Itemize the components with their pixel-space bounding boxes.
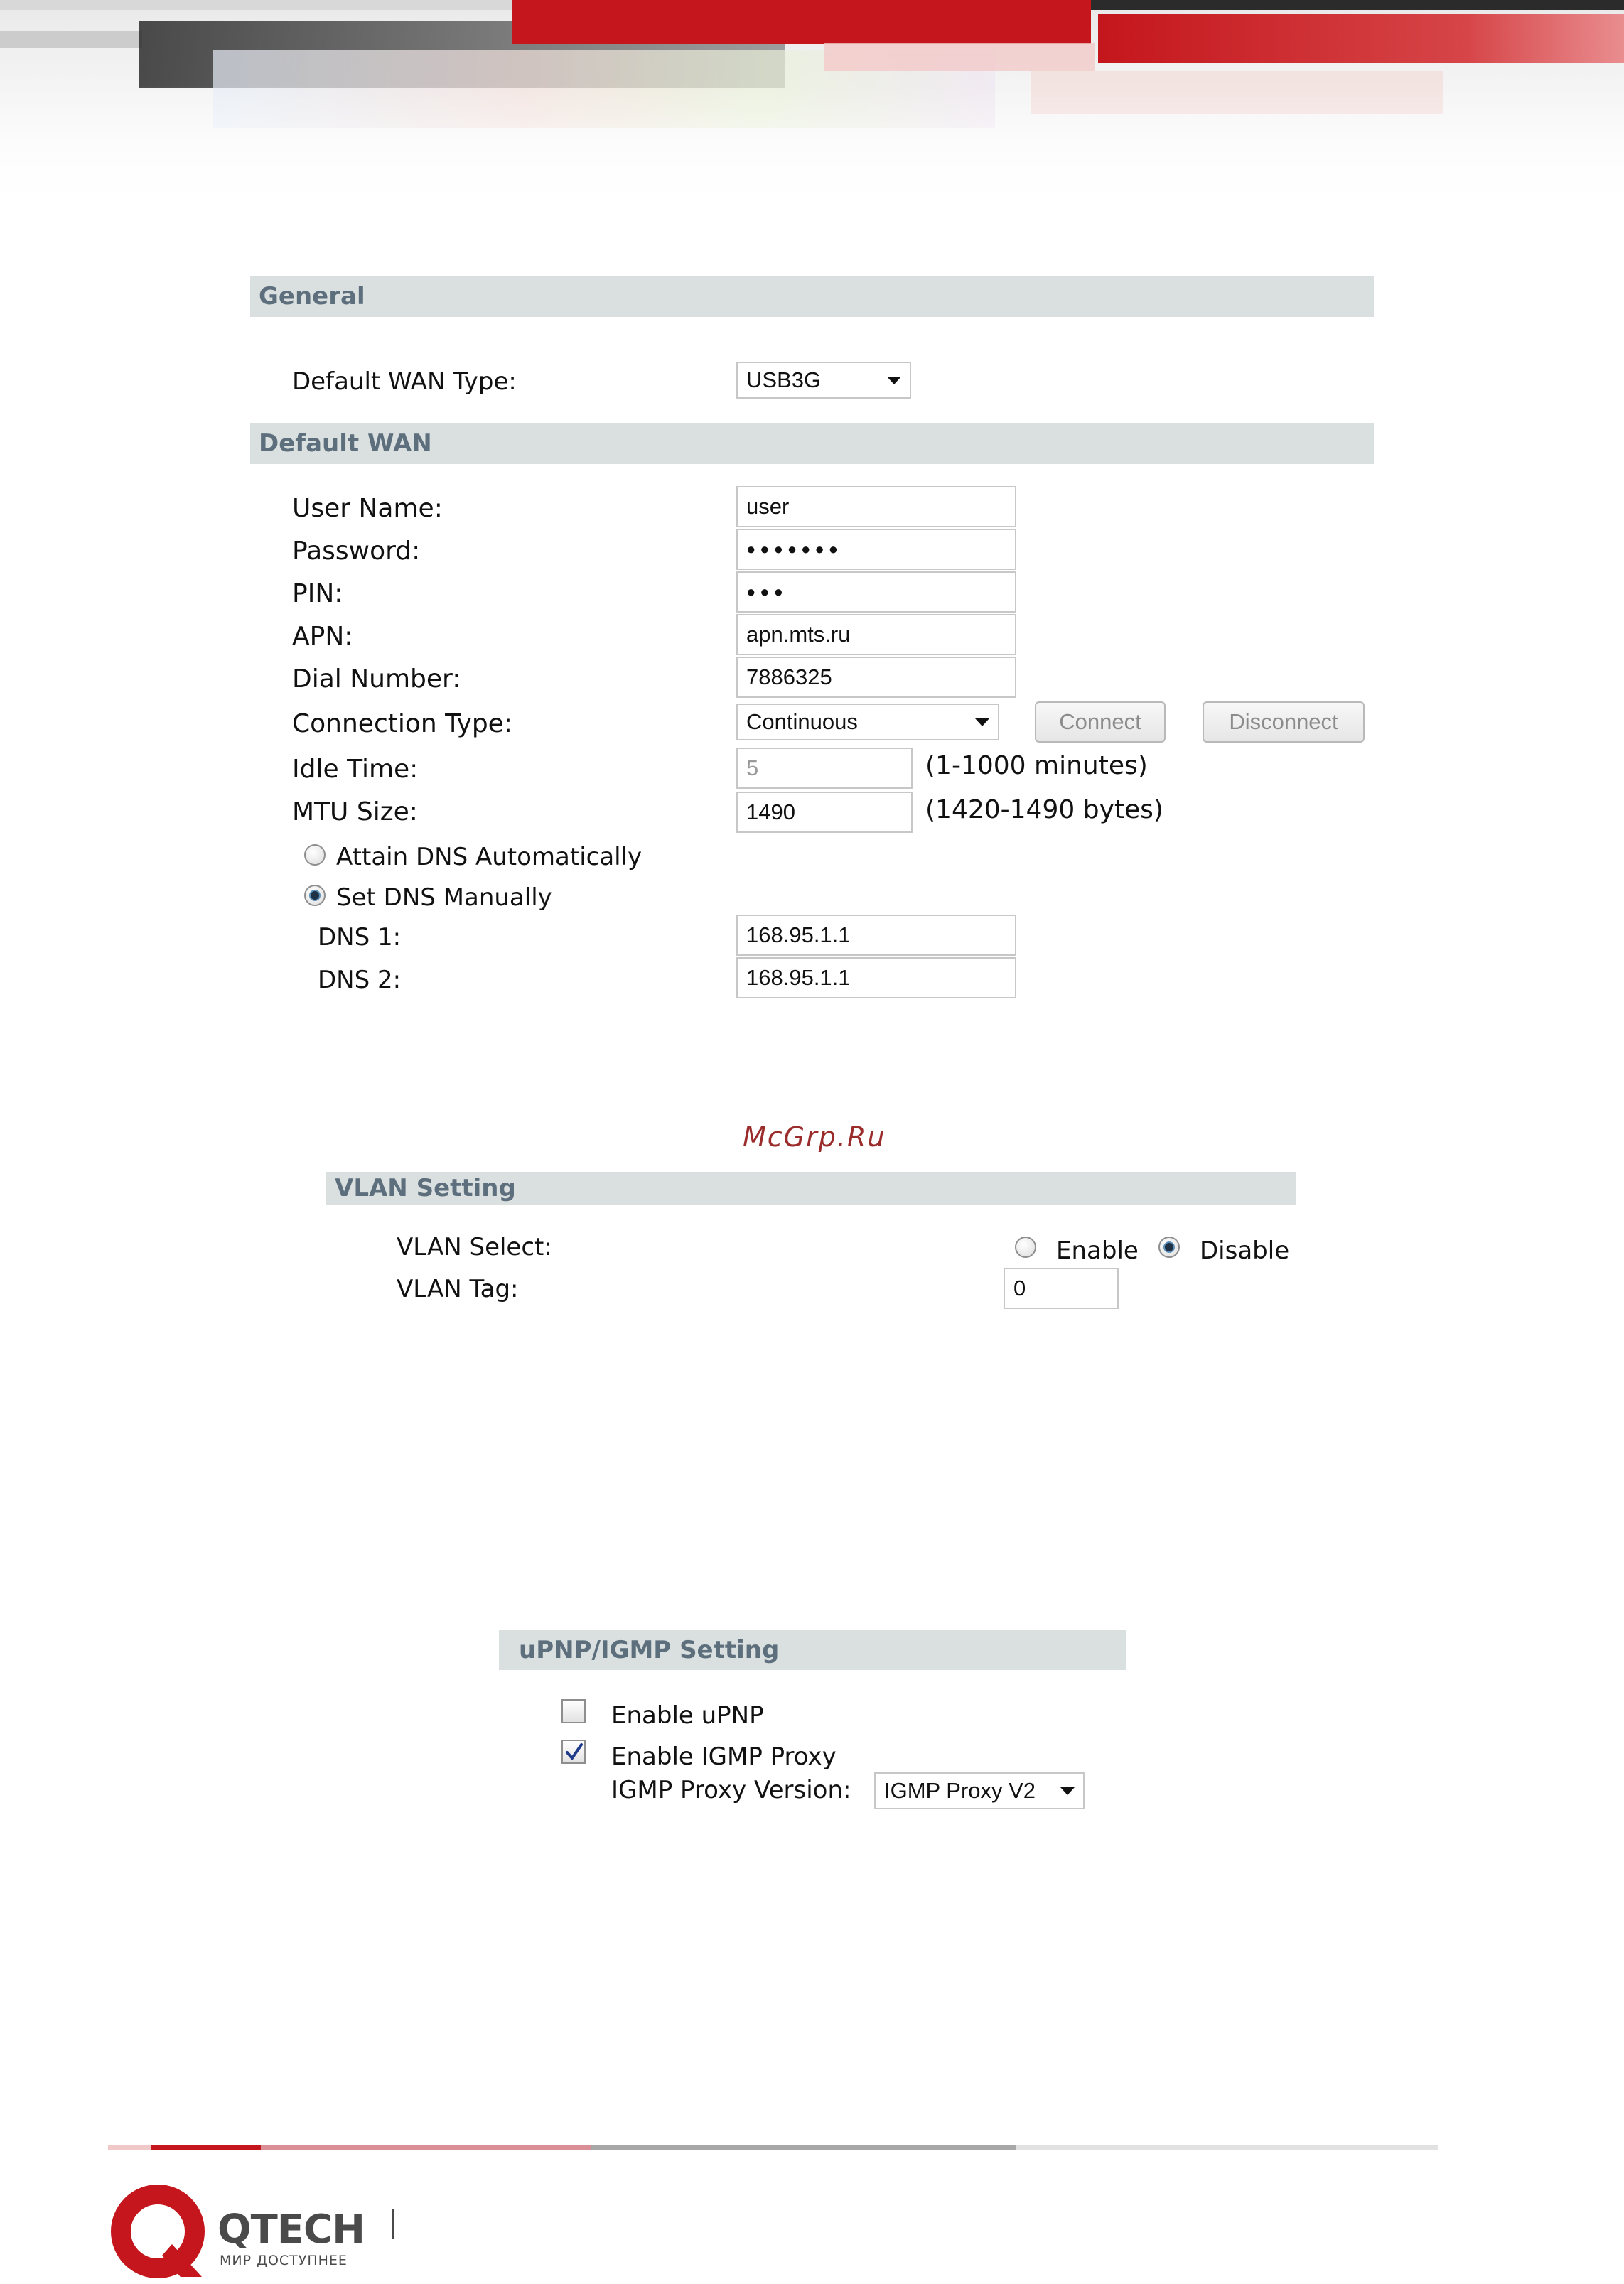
idle-time-input[interactable]: 5 (736, 748, 913, 789)
default-wan-section-header: Default WAN (250, 423, 1374, 464)
enable-upnp-label: Enable uPNP (611, 1701, 764, 1730)
enable-igmp-checkbox[interactable] (561, 1740, 586, 1764)
qtech-tagline: МИР ДОСТУПНЕЕ (220, 2253, 348, 2268)
dial-number-input[interactable]: 7886325 (736, 657, 1016, 698)
dns2-label: DNS 2: (318, 966, 402, 994)
footer-rule-red (151, 2145, 261, 2150)
default-wan-type-value: USB3G (746, 367, 822, 392)
default-wan-type-select[interactable] (736, 362, 911, 399)
pin-input[interactable] (736, 571, 1016, 613)
checkmark-icon (565, 1742, 584, 1762)
user-name-input[interactable]: user (736, 486, 1016, 527)
mtu-size-label: MTU Size: (292, 797, 418, 826)
connection-type-select[interactable] (736, 704, 999, 740)
user-name-label: User Name: (292, 494, 443, 523)
password-label: Password: (292, 537, 421, 566)
igmp-version-value: IGMP Proxy V2 (884, 1778, 1036, 1803)
igmp-version-select[interactable] (874, 1772, 1085, 1809)
connect-button[interactable]: Connect (1035, 701, 1166, 743)
footer-rule-pink (261, 2145, 591, 2150)
enable-igmp-label: Enable IGMP Proxy (611, 1742, 837, 1771)
qtech-logo (111, 2185, 480, 2281)
watermark-text: McGrp.Ru (743, 1121, 886, 1153)
vlan-enable-label: Enable (1056, 1237, 1139, 1265)
idle-time-hint: (1-1000 minutes) (925, 751, 1148, 780)
vlan-disable-radio[interactable] (1158, 1237, 1180, 1258)
chevron-down-icon (1060, 1787, 1075, 1795)
apn-label: APN: (292, 622, 353, 651)
mtu-size-input[interactable]: 1490 (736, 792, 913, 833)
vlan-disable-label: Disable (1200, 1237, 1290, 1265)
general-section-header: General (250, 276, 1374, 317)
vlan-tag-input[interactable]: 0 (1004, 1268, 1119, 1309)
vlan-section-header: VLAN Setting (326, 1172, 1296, 1205)
upnp-igmp-section-header: uPNP/IGMP Setting (499, 1630, 1126, 1670)
page-header-decoration (0, 0, 1624, 213)
dns2-input[interactable]: 168.95.1.1 (736, 957, 1016, 998)
set-dns-radio[interactable] (304, 885, 326, 906)
pin-mask: ●●● (746, 583, 787, 600)
footer-rule-grey (591, 2145, 1016, 2150)
default-wan-type-label: Default WAN Type: (292, 367, 517, 396)
password-mask: ●●●●●●● (746, 540, 843, 558)
apn-input[interactable]: apn.mts.ru (736, 614, 1016, 655)
chevron-down-icon (975, 718, 989, 726)
vlan-select-label: VLAN Select: (397, 1233, 552, 1261)
vlan-tag-label: VLAN Tag: (397, 1275, 519, 1303)
connection-type-value: Continuous (746, 709, 858, 734)
chevron-down-icon (887, 377, 901, 384)
qtech-logo-icon (111, 2185, 210, 2281)
connection-type-label: Connection Type: (292, 709, 512, 738)
attain-dns-label: Attain DNS Automatically (336, 843, 642, 871)
enable-upnp-checkbox[interactable] (561, 1699, 586, 1723)
set-dns-label: Set DNS Manually (336, 883, 552, 912)
dns1-label: DNS 1: (318, 923, 402, 952)
dns1-input[interactable]: 168.95.1.1 (736, 915, 1016, 956)
vlan-enable-radio[interactable] (1015, 1237, 1036, 1258)
footer-rule-light (1016, 2145, 1438, 2150)
footer-rule-left (108, 2145, 151, 2150)
footer-separator (392, 2209, 394, 2239)
disconnect-button[interactable]: Disconnect (1203, 701, 1365, 743)
qtech-brand-name: QTECH (217, 2207, 365, 2253)
mtu-size-hint: (1420-1490 bytes) (925, 795, 1163, 824)
attain-dns-radio[interactable] (304, 844, 326, 866)
idle-time-label: Idle Time: (292, 755, 419, 784)
pin-label: PIN: (292, 579, 343, 608)
igmp-version-label: IGMP Proxy Version: (611, 1776, 851, 1804)
dial-number-label: Dial Number: (292, 664, 461, 694)
password-input[interactable] (736, 529, 1016, 570)
